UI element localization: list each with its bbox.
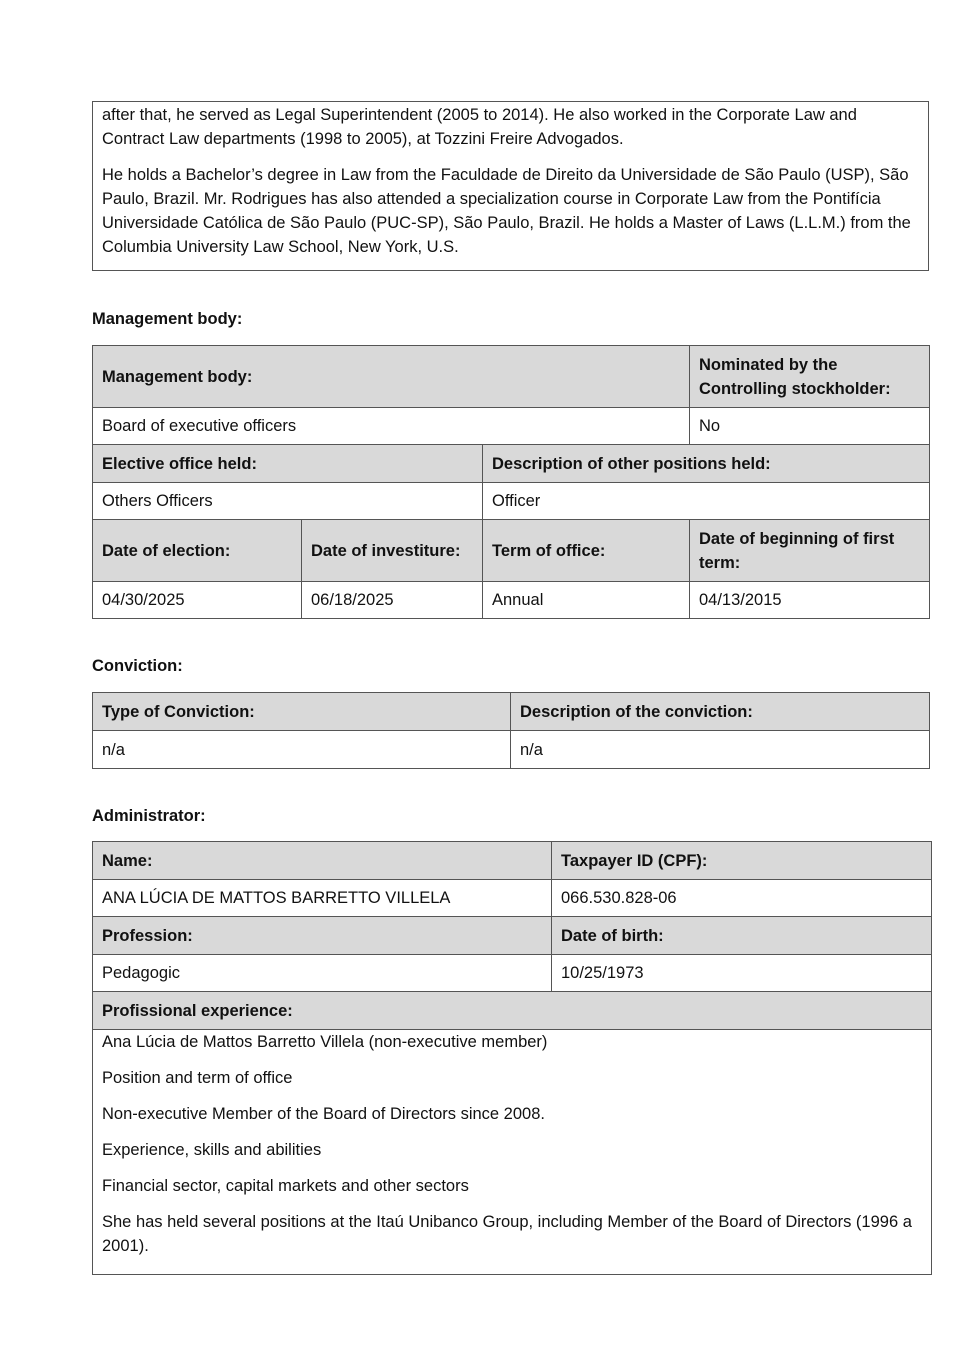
administrator-heading: Administrator: (92, 807, 206, 825)
conviction-type-label: Type of Conviction: (93, 693, 511, 731)
date-of-investiture-label: Date of investiture: (302, 520, 483, 582)
management-body-value: Board of executive officers (93, 408, 690, 445)
management-body-table (92, 345, 930, 619)
first-term-date-label: Date of beginning of first term: (690, 520, 930, 582)
experience-line: Position and term of office (102, 1069, 293, 1087)
conviction-type-value: n/a (93, 731, 511, 769)
professional-experience-label: Profissional experience: (93, 992, 932, 1030)
name-value: ANA LÚCIA DE MATTOS BARRETTO VILLELA (93, 880, 552, 917)
biography-continuation-box (92, 101, 929, 271)
cpf-value: 066.530.828-06 (552, 880, 932, 917)
other-positions-value: Officer (483, 483, 930, 520)
experience-line: Financial sector, capital markets and other sectors (102, 1177, 469, 1195)
conviction-description-label: Description of the conviction: (511, 693, 930, 731)
date-of-investiture-value: 06/18/2025 (302, 582, 483, 619)
management-body-label: Management body: (93, 346, 690, 408)
other-positions-label: Description of other positions held: (483, 445, 930, 483)
experience-line: She has held several positions at the Itaú Unibanco Group, including Member of the Board of Directors (1996 a 2001). (102, 1213, 912, 1255)
conviction-table (92, 692, 930, 769)
elective-office-label: Elective office held: (93, 445, 483, 483)
nominated-label: Nominated by the Controlling stockholder: (690, 346, 930, 408)
conviction-description-value: n/a (511, 731, 930, 769)
experience-line: Ana Lúcia de Mattos Barretto Villela (non-executive member) (102, 1033, 548, 1051)
date-of-birth-label: Date of birth: (552, 917, 932, 955)
biography-paragraph-1: after that, he served as Legal Superintendent (2005 to 2014). He also worked in the Corporate Law and Contract Law departments (1998 to 2005), at Tozzini Freire Advogados. (102, 106, 857, 148)
cpf-label: Taxpayer ID (CPF): (552, 842, 932, 880)
experience-line: Non-executive Member of the Board of Directors since 2008. (102, 1105, 545, 1123)
management-body-heading: Management body: (92, 310, 243, 328)
profession-label: Profession: (93, 917, 552, 955)
conviction-heading: Conviction: (92, 657, 183, 675)
name-label: Name: (93, 842, 552, 880)
date-of-election-value: 04/30/2025 (93, 582, 302, 619)
term-of-office-value: Annual (483, 582, 690, 619)
date-of-election-label: Date of election: (93, 520, 302, 582)
nominated-value: No (690, 408, 930, 445)
biography-paragraph-2: He holds a Bachelor’s degree in Law from the Faculdade de Direito da Universidade de São Paulo (USP), São Paulo, Brazil. Mr. Rodrigues has also attended a specialization course in Corporate Law from the Pontifícia Universidade Católica de São Paulo (PUC-SP), São Paulo, Brazil. He holds a Master of Laws (L.L.M.) from the Columbia University Law School, New York, U.S. (102, 166, 911, 256)
profession-value: Pedagogic (93, 955, 552, 992)
elective-office-value: Others Officers (93, 483, 483, 520)
first-term-date-value: 04/13/2015 (690, 582, 930, 619)
professional-experience-content (93, 1030, 932, 1275)
experience-line: Experience, skills and abilities (102, 1141, 322, 1159)
administrator-table (92, 841, 932, 1275)
date-of-birth-value: 10/25/1973 (552, 955, 932, 992)
term-of-office-label: Term of office: (483, 520, 690, 582)
